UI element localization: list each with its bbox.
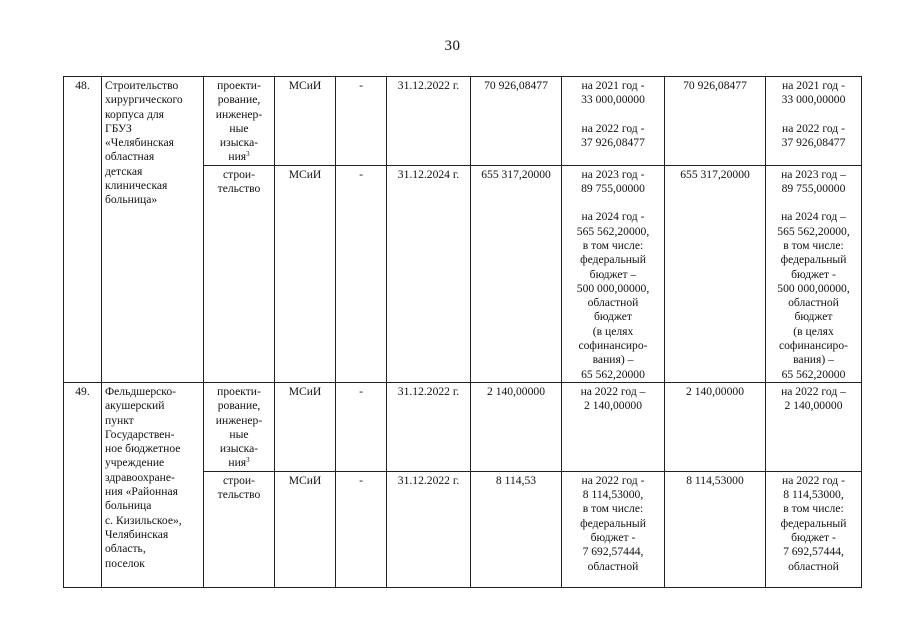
object-name-line: Государствен-: [105, 427, 175, 441]
stage-text: ные: [229, 427, 249, 441]
dash-value: -: [359, 79, 363, 92]
row-number: 49.: [75, 384, 90, 398]
object-name-cell: [102, 77, 204, 383]
funding-line: федеральный: [780, 516, 847, 530]
estimated-cost-cell: [471, 382, 562, 471]
spacer: [565, 196, 661, 210]
stage-line: [207, 93, 271, 107]
organization-cell: [275, 382, 336, 471]
funding-line: федеральный: [580, 253, 646, 267]
stage-text: строи-: [222, 167, 255, 181]
object-name-line: акушерский: [105, 399, 165, 413]
funding-line: 7 692,57444,: [582, 545, 644, 559]
object-name-line: Челябинская: [105, 527, 169, 541]
table-row: [64, 382, 862, 471]
stage-line: [207, 79, 271, 93]
stage-text: проекти-: [217, 79, 261, 92]
funding-line: на 2024 год -: [581, 210, 645, 224]
amount-value: 2 140,00000: [686, 384, 744, 398]
spacer: [769, 196, 858, 210]
stage-line: [207, 414, 271, 428]
funding-line: на 2022 год –: [580, 384, 646, 398]
object-name-line: ное бюджетное: [105, 442, 181, 456]
funding-line: областной: [788, 296, 839, 310]
funding-line: федеральный: [580, 516, 646, 530]
organization-value: МСиИ: [288, 79, 322, 92]
object-name-cell: [102, 382, 204, 587]
stage-text: ния: [228, 456, 247, 470]
object-name-line: областная: [105, 150, 155, 164]
funding-schedule-cell: [562, 165, 665, 382]
organization-cell: [275, 471, 336, 587]
funding-line: 65 562,20000: [781, 367, 846, 381]
stage-line: [207, 122, 271, 136]
estimated-cost-value: 8 114,53: [495, 473, 537, 487]
spacer: [565, 108, 661, 122]
funding-line: бюджет: [794, 310, 833, 324]
amount-value: 70 926,08477: [683, 79, 747, 92]
estimated-cost-value: 2 140,00000: [487, 384, 545, 398]
dash-value: -: [359, 167, 363, 181]
funding-line: бюджет -: [590, 530, 636, 544]
stage-cell: [204, 165, 275, 382]
estimated-cost-cell: [471, 471, 562, 587]
dash-value: -: [359, 473, 363, 487]
funding-schedule-cell-2: [766, 382, 862, 471]
funding-line: (в целях: [592, 324, 634, 338]
stage-text: изыска-: [219, 136, 259, 150]
deadline-cell: [387, 165, 471, 382]
organization-value: МСиИ: [288, 167, 322, 181]
stage-text: рование,: [217, 399, 261, 413]
object-name-line: поселок: [105, 556, 145, 570]
funding-line: 33 000,00000: [581, 93, 645, 107]
estimated-cost-value: 655 317,20000: [481, 167, 551, 181]
funding-line: софинансиро-: [778, 339, 849, 353]
funding-line: 65 562,20000: [581, 367, 645, 381]
funding-line: бюджет -: [791, 267, 836, 281]
object-name-line: область,: [105, 542, 146, 556]
page-number: 30: [444, 38, 461, 54]
stage-line: [207, 399, 271, 413]
stage-line: [207, 442, 271, 456]
funding-line: в том числе:: [783, 502, 844, 516]
funding-line: на 2021 год -: [782, 79, 845, 92]
organization-value: МСиИ: [288, 473, 322, 487]
funding-line: софинансиро-: [578, 339, 648, 353]
deadline-cell: [387, 471, 471, 587]
dash-cell: [336, 471, 387, 587]
funding-line: 37 926,08477: [581, 135, 645, 149]
object-name-line: детская: [105, 164, 143, 178]
object-name-line: здравоохране-: [105, 470, 175, 484]
stage-line: [207, 474, 271, 488]
stage-line: [207, 385, 271, 399]
deadline-value: 31.12.2022 г.: [397, 384, 460, 398]
funding-line: на 2022 год -: [581, 473, 645, 487]
funding-line: федеральный: [780, 253, 847, 267]
amount-cell: [665, 471, 766, 587]
table-row: [64, 77, 862, 166]
funding-line: 33 000,00000: [781, 93, 846, 107]
funding-line: областной: [587, 296, 639, 310]
amount-cell: [665, 165, 766, 382]
stage-line: [207, 488, 271, 502]
dash-cell: [336, 77, 387, 166]
footnote-mark: 3: [246, 150, 250, 159]
stage-line: [207, 168, 271, 182]
object-name-line: ния «Районная: [105, 485, 178, 499]
funding-line: бюджет -: [791, 530, 836, 544]
funding-schedule-cell-2: [766, 165, 862, 382]
row-number-cell: [64, 77, 102, 383]
funding-schedule-cell-2: [766, 471, 862, 587]
funding-line: 37 926,08477: [781, 135, 846, 149]
stage-line: [207, 136, 271, 150]
stage-text: строи-: [222, 473, 255, 487]
funding-line: на 2023 год -: [581, 167, 645, 181]
estimated-cost-value: 70 926,08477: [484, 79, 548, 92]
amount-value: 655 317,20000: [680, 167, 750, 181]
funding-line: (в целях: [793, 324, 834, 338]
funding-line: 500 000,00000,: [576, 281, 650, 295]
stage-text: инженер-: [215, 107, 263, 121]
funding-line: бюджет –: [589, 267, 637, 281]
object-name-line: клиническая: [105, 179, 168, 193]
stage-text: проекти-: [217, 384, 261, 398]
object-name-line: корпуса для: [105, 107, 164, 121]
object-name-line: больница»: [105, 193, 158, 207]
deadline-value: 31.12.2022 г.: [397, 473, 460, 487]
stage-text: ные: [229, 121, 249, 135]
funding-line: 500 000,00000,: [777, 281, 850, 295]
funding-line: на 2022 год -: [782, 473, 845, 487]
deadline-value: 31.12.2022 г.: [397, 79, 460, 92]
funding-line: на 2021 год -: [581, 79, 645, 92]
funding-line: областной: [788, 559, 839, 573]
stage-line: [207, 428, 271, 442]
estimated-cost-cell: [471, 77, 562, 166]
funding-line: вания) –: [592, 353, 634, 367]
funding-schedule-cell: [562, 77, 665, 166]
funding-line: вания) –: [793, 353, 834, 367]
object-name-line: хирургического: [105, 93, 183, 107]
stage-text: ния: [228, 150, 247, 164]
stage-line: [207, 108, 271, 122]
funding-line: 565 562,20000,: [777, 224, 850, 238]
funding-schedule-cell: [562, 471, 665, 587]
object-name-line: больница: [105, 499, 152, 513]
funding-schedule-cell: [562, 382, 665, 471]
funding-line: 8 114,53000,: [783, 488, 844, 502]
dash-cell: [336, 382, 387, 471]
object-name-line: учреждение: [105, 456, 165, 470]
estimated-cost-cell: [471, 165, 562, 382]
funding-line: 565 562,20000,: [576, 224, 650, 238]
projects-table: [63, 76, 862, 588]
footnote-mark: 3: [246, 456, 250, 465]
funding-line: 7 692,57444,: [783, 545, 844, 559]
object-name-line: ГБУЗ: [105, 121, 132, 135]
object-name-line: Фельдшерско-: [105, 384, 176, 398]
funding-line: на 2024 год –: [781, 210, 846, 224]
funding-line: на 2023 год –: [781, 167, 846, 181]
stage-line: [207, 150, 271, 164]
row-number-cell: [64, 382, 102, 587]
funding-line: на 2022 год -: [782, 121, 845, 135]
amount-cell: [665, 382, 766, 471]
stage-line: [207, 182, 271, 196]
deadline-cell: [387, 382, 471, 471]
funding-line: 89 755,00000: [581, 182, 645, 196]
stage-cell: [204, 471, 275, 587]
organization-value: МСиИ: [288, 384, 322, 398]
stage-text: изыска-: [219, 442, 259, 456]
stage-text: инженер-: [215, 413, 263, 427]
dash-cell: [336, 165, 387, 382]
funding-line: 89 755,00000: [781, 182, 846, 196]
object-name-line: пункт: [105, 413, 134, 427]
funding-line: 2 140,00000: [584, 399, 642, 413]
stage-text: рование,: [217, 93, 261, 107]
organization-cell: [275, 165, 336, 382]
dash-value: -: [359, 384, 363, 398]
spacer: [769, 108, 858, 122]
amount-cell: [665, 77, 766, 166]
funding-schedule-cell-2: [766, 77, 862, 166]
funding-line: в том числе:: [582, 502, 644, 516]
object-name-line: с. Кизильское»,: [105, 513, 182, 527]
stage-cell: [204, 77, 275, 166]
deadline-value: 31.12.2024 г.: [397, 167, 460, 181]
funding-line: в том числе:: [783, 238, 844, 252]
object-name-line: Строительство: [105, 79, 179, 92]
funding-line: 8 114,53000,: [582, 488, 644, 502]
stage-text: тельство: [217, 488, 261, 502]
organization-cell: [275, 77, 336, 166]
row-number: 48.: [75, 79, 90, 92]
funding-line: в том числе:: [582, 238, 644, 252]
stage-cell: [204, 382, 275, 471]
amount-value: 8 114,53000: [686, 473, 744, 487]
deadline-cell: [387, 77, 471, 166]
funding-line: на 2022 год -: [581, 121, 645, 135]
funding-line: 2 140,00000: [784, 399, 843, 413]
object-name-line: «Челябинская: [105, 136, 174, 150]
stage-line: [207, 456, 271, 470]
stage-text: тельство: [217, 182, 261, 196]
funding-line: бюджет: [594, 310, 632, 324]
funding-line: областной: [587, 559, 639, 573]
funding-line: на 2022 год –: [781, 384, 846, 398]
